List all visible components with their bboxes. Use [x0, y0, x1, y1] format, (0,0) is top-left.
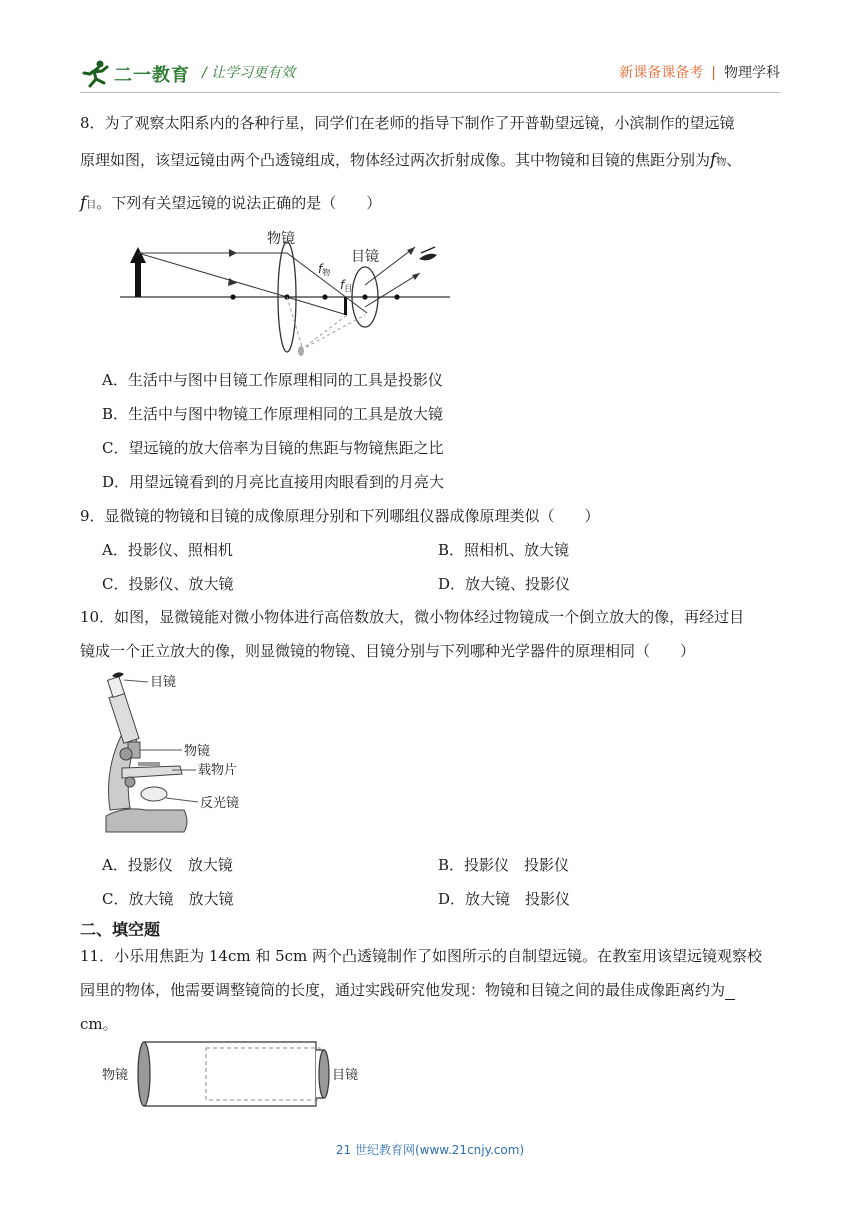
f-mu-subscript: 目	[86, 200, 97, 211]
running-person-icon	[80, 59, 110, 89]
header-separator: |	[711, 65, 716, 81]
microscope-figure	[100, 670, 250, 842]
q10-option-d[interactable]: D．放大镜 投影仪	[438, 890, 571, 908]
f-wu-subscript: 物	[716, 157, 727, 168]
homemade-telescope-figure	[98, 1036, 368, 1112]
q8-option-d[interactable]: D．用望远镜看到的月亮比直接用肉眼看到的月亮大	[102, 473, 445, 491]
q10-option-a[interactable]: A．投影仪 放大镜	[102, 856, 233, 874]
microscope-slide-label: 载物片	[198, 763, 238, 778]
q10-stem-line2: 镜成一个正立放大的像，则显微镜的物镜、目镜分别与下列哪种光学器件的原理相同（ ）	[80, 642, 696, 660]
q8-stem-line2-end: 、	[726, 151, 742, 169]
header-divider	[80, 92, 780, 93]
q9-option-b[interactable]: B．照相机、放大镜	[438, 541, 570, 559]
section-title-fill-in: 二、填空题	[80, 920, 161, 939]
header-category: 新课备课备考	[619, 65, 704, 81]
q10-stem-line1: 10．如图，显微镜能对微小物体进行高倍数放大，微小物体经过物镜成一个倒立放大的像，再经过目	[80, 608, 745, 626]
fig-f-mu: f	[340, 278, 345, 292]
q9-option-c[interactable]: C．投影仪、放大镜	[102, 575, 234, 593]
tube-eyepiece-label: 目镜	[332, 1068, 359, 1083]
tube-objective-label: 物镜	[102, 1068, 129, 1083]
svg-text:f目	[340, 278, 352, 293]
eyepiece-label: 目镜	[351, 249, 379, 265]
header-subject: 物理学科	[724, 65, 780, 81]
f-symbol: f	[710, 150, 717, 170]
q8-stem-line2	[80, 150, 782, 173]
telescope-ray-diagram	[115, 225, 455, 360]
q11-stem-line2	[80, 980, 782, 1000]
microscope-eyepiece-label: 目镜	[150, 675, 177, 690]
q10-option-b[interactable]: B．投影仪 投影仪	[438, 856, 570, 874]
page-footer: 21 世纪教育网(www.21cnjy.com)	[335, 1143, 525, 1157]
q11-stem-line2-text: 园里的物体，他需要调整镜筒的长度，通过实践研究他发现：物镜和目镜之间的最佳成像距离约为	[80, 981, 726, 999]
q11-stem-line3: cm。	[80, 1015, 118, 1033]
logo-text: 二一教育	[114, 65, 190, 86]
fig-f-mu-sub: 目	[344, 284, 353, 293]
logo	[80, 56, 190, 92]
q8-stem-line3-text: 。下列有关望远镜的说法正确的是（ ）	[96, 194, 382, 212]
fig-f-wu: f	[318, 262, 323, 276]
svg-text:f物	[318, 262, 330, 277]
q10-option-c[interactable]: C．放大镜 放大镜	[102, 890, 234, 908]
slogan: / 让学习更有效	[202, 65, 296, 81]
q9-option-d[interactable]: D．放大镜、投影仪	[438, 575, 571, 593]
page-header	[80, 56, 780, 96]
f-symbol-2: f	[80, 193, 87, 213]
q8-option-a[interactable]: A．生活中与图中目镜工作原理相同的工具是投影仪	[102, 371, 443, 389]
q9-option-a[interactable]: A．投影仪、照相机	[102, 541, 233, 559]
q8-stem-line3	[80, 193, 782, 216]
microscope-objective-label: 物镜	[184, 744, 211, 759]
fig-f-wu-sub: 物	[322, 268, 331, 277]
microscope-mirror-label: 反光镜	[200, 796, 240, 811]
q8-stem-line2-text: 原理如图，该望远镜由两个凸透镜组成，物体经过两次折射成像。其中物镜和目镜的焦距分别为	[80, 151, 711, 169]
q9-stem: 9．显微镜的物镜和目镜的成像原理分别和下列哪组仪器成像原理类似（ ）	[80, 507, 600, 525]
q11-stem-line1: 11．小乐用焦距为 14cm 和 5cm 两个凸透镜制作了如图所示的自制望远镜。在教室用该望远镜观察校	[80, 947, 763, 965]
q11-answer-blank[interactable]	[725, 983, 735, 1000]
q8-option-b[interactable]: B．生活中与图中物镜工作原理相同的工具是放大镜	[102, 405, 444, 423]
q8-stem-line1: 8．为了观察太阳系内的各种行星，同学们在老师的指导下制作了开普勒望远镜，小滨制作的望远镜	[80, 114, 735, 132]
q8-option-c[interactable]: C．望远镜的放大倍率为目镜的焦距与物镜焦距之比	[102, 439, 444, 457]
header-right	[619, 62, 780, 82]
objective-label: 物镜	[267, 231, 295, 247]
eye-icon	[419, 247, 437, 260]
